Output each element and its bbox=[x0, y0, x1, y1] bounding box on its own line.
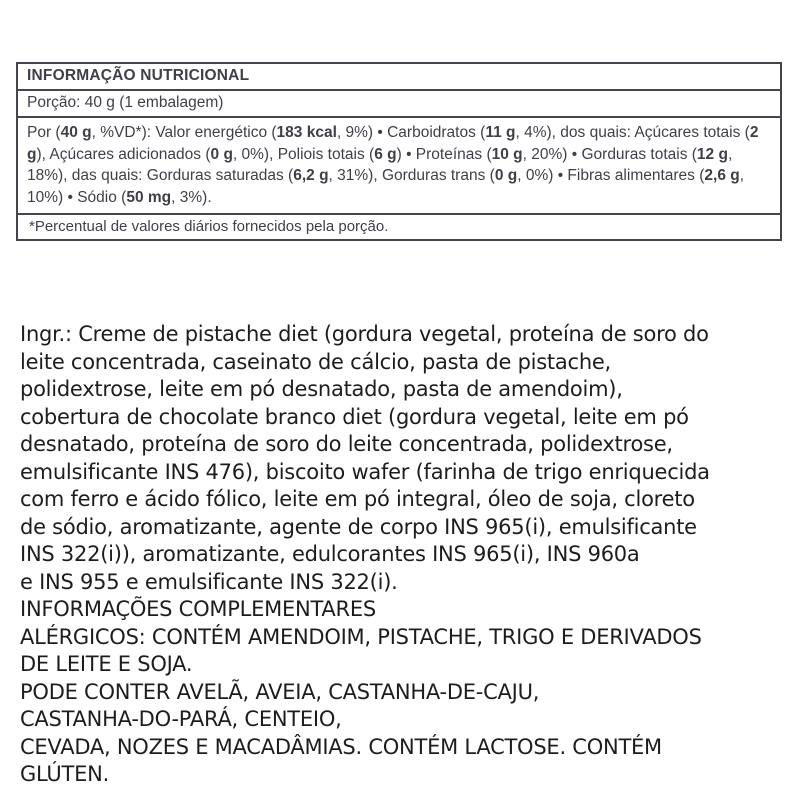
nutrient-value: 40 g bbox=[60, 124, 92, 141]
nutrient-text: ) • Proteínas ( bbox=[396, 145, 492, 163]
nutrient-text: , %VD*): Valor energético ( bbox=[91, 124, 277, 141]
nutrient-text: , 20%) • Gorduras totais ( bbox=[522, 145, 697, 163]
nutrient-text: Por ( bbox=[27, 124, 61, 141]
ingredient-line: cobertura de chocolate branco diet (gordura vegetal, leite em pó bbox=[20, 404, 689, 429]
nutrient-value: 50 mg bbox=[126, 188, 172, 206]
nutrient-text: , 31%), Gorduras trans ( bbox=[328, 167, 495, 184]
ingredient-line: emulsificante INS 476), biscoito wafer (farinha de trigo enriquecida bbox=[20, 459, 710, 484]
ingredient-line: GLÚTEN. bbox=[20, 762, 110, 786]
ingredient-line: e INS 955 e emulsificante INS 322(i). bbox=[20, 569, 398, 594]
nutrient-text: , 18%), das quais: Gorduras saturadas ( bbox=[27, 145, 733, 184]
ingredient-line: leite concentrada, caseinato de cálcio, pasta de pistache, bbox=[20, 349, 611, 374]
ingredient-line: desnatado, proteína de soro do leite concentrada, polidextrose, bbox=[20, 432, 673, 456]
ingredient-line: polidextrose, leite em pó desnatado, pasta de amendoim), bbox=[20, 377, 623, 401]
daily-value-footnote: *Percentual de valores diários fornecidos pela porção. bbox=[18, 213, 780, 239]
nutrient-value: 0 g bbox=[494, 167, 518, 184]
nutrient-text: ), Açúcares adicionados ( bbox=[36, 145, 211, 163]
nutrient-value: 10 g bbox=[491, 145, 523, 163]
nutrition-table bbox=[16, 62, 782, 241]
nutrient-text: , 10%) • Sódio ( bbox=[27, 167, 745, 206]
ingredient-line: com ferro e ácido fólico, leite em pó integral, óleo de soja, cloreto bbox=[20, 487, 695, 511]
nutrient-text: , 0%), Poliois totais ( bbox=[232, 145, 375, 163]
ingredient-line: INFORMAÇÕES COMPLEMENTARES bbox=[20, 597, 376, 621]
nutrient-text: , 0%) • Fibras alimentares ( bbox=[517, 167, 705, 184]
ingredient-line: ALÉRGICOS: CONTÉM AMENDOIM, PISTACHE, TRIGO E DERIVADOS bbox=[20, 624, 702, 649]
nutrient-value: 183 kcal bbox=[276, 124, 337, 141]
nutrient-value: 11 g bbox=[485, 124, 516, 141]
nutrient-text: , 3%). bbox=[171, 188, 212, 206]
ingredients-text bbox=[20, 321, 796, 789]
nutrient-value: 6 g bbox=[374, 145, 397, 163]
ingredient-line: de sódio, aromatizante, agente de corpo INS 965(i), emulsificante bbox=[20, 514, 697, 539]
nutrition-table-title: INFORMAÇÃO NUTRICIONAL bbox=[27, 67, 250, 84]
nutrient-value: 0 g bbox=[210, 145, 233, 163]
nutrients-row bbox=[18, 116, 780, 213]
nutrient-text: , 4%), dos quais: Açúcares totais ( bbox=[515, 124, 750, 141]
nutrient-value: 2,6 g bbox=[704, 167, 740, 184]
ingredient-line: PODE CONTER AVELÃ, AVEIA, CASTANHA-DE-CAJU, bbox=[20, 679, 540, 704]
nutrient-value: 2 g bbox=[27, 124, 759, 163]
nutrient-value: 6,2 g bbox=[293, 167, 329, 184]
ingredient-line: CASTANHA-DO-PARÁ, CENTEIO, bbox=[20, 707, 342, 731]
ingredient-line: INS 322(i)), aromatizante, edulcorantes INS 965(i), INS 960a bbox=[20, 542, 640, 566]
serving-size-row: Porção: 40 g (1 embalagem) bbox=[18, 89, 780, 116]
nutrient-value: 12 g bbox=[696, 145, 728, 163]
nutrient-text: , 9%) • Carboidratos ( bbox=[336, 124, 486, 141]
ingredient-line: DE LEITE E SOJA. bbox=[20, 652, 193, 676]
ingredient-line: CEVADA, NOZES E MACADÂMIAS. CONTÉM LACTOSE. CONTÉM bbox=[20, 734, 662, 759]
ingredient-line: Ingr.: Creme de pistache diet (gordura vegetal, proteína de soro do bbox=[20, 322, 709, 346]
